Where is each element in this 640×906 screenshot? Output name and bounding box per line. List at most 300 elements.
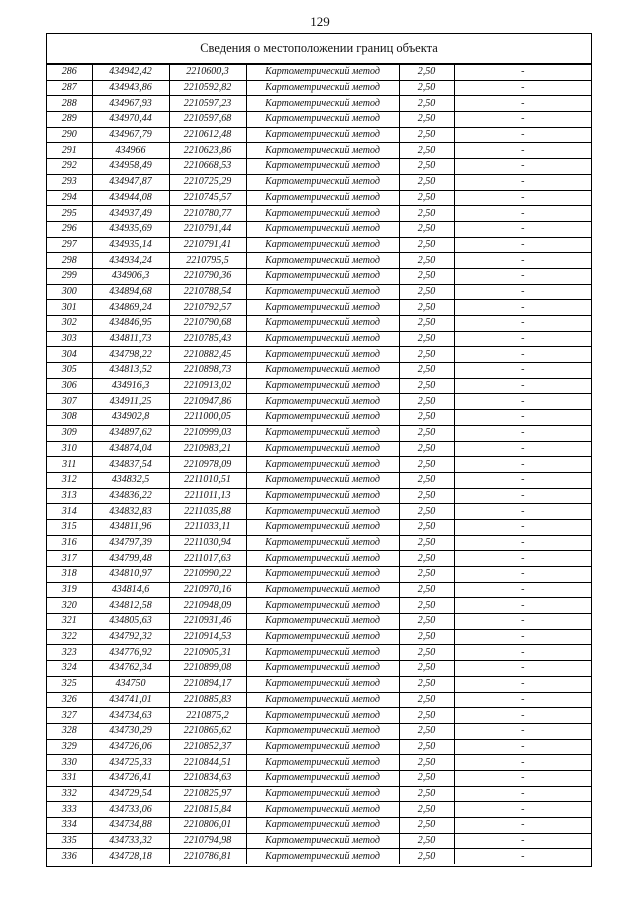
x-coordinate-cell: 434799,48 [92, 551, 169, 567]
y-coordinate-cell: 2210791,44 [169, 221, 246, 237]
accuracy-cell: 2,50 [399, 174, 454, 190]
y-coordinate-cell: 2210623,86 [169, 143, 246, 159]
point-number-cell: 327 [47, 708, 92, 724]
accuracy-cell: 2,50 [399, 268, 454, 284]
accuracy-cell: 2,50 [399, 425, 454, 441]
method-cell: Картометрический метод [246, 755, 399, 771]
accuracy-cell: 2,50 [399, 347, 454, 363]
accuracy-cell: 2,50 [399, 96, 454, 112]
table-row [47, 441, 591, 457]
table-row [47, 818, 591, 834]
y-coordinate-cell: 2210898,73 [169, 363, 246, 379]
x-coordinate-cell: 434837,54 [92, 457, 169, 473]
point-number-cell: 287 [47, 80, 92, 96]
method-cell: Картометрический метод [246, 174, 399, 190]
description-cell: - [454, 159, 591, 175]
description-cell: - [454, 112, 591, 128]
x-coordinate-cell: 434726,06 [92, 739, 169, 755]
table-row [47, 629, 591, 645]
table-row [47, 551, 591, 567]
accuracy-cell: 2,50 [399, 112, 454, 128]
description-cell: - [454, 472, 591, 488]
description-cell: - [454, 551, 591, 567]
accuracy-cell: 2,50 [399, 692, 454, 708]
description-cell: - [454, 676, 591, 692]
y-coordinate-cell: 2210913,02 [169, 378, 246, 394]
table-row [47, 284, 591, 300]
description-cell: - [454, 582, 591, 598]
point-number-cell: 335 [47, 833, 92, 849]
x-coordinate-cell: 434750 [92, 676, 169, 692]
y-coordinate-cell: 2210668,53 [169, 159, 246, 175]
point-number-cell: 307 [47, 394, 92, 410]
description-cell: - [454, 567, 591, 583]
table-row [47, 802, 591, 818]
method-cell: Картометрический метод [246, 802, 399, 818]
method-cell: Картометрический метод [246, 316, 399, 332]
y-coordinate-cell: 2210970,16 [169, 582, 246, 598]
y-coordinate-cell: 2210978,09 [169, 457, 246, 473]
description-cell: - [454, 441, 591, 457]
accuracy-cell: 2,50 [399, 143, 454, 159]
method-cell: Картометрический метод [246, 818, 399, 834]
table-body [47, 65, 591, 865]
method-cell: Картометрический метод [246, 535, 399, 551]
accuracy-cell: 2,50 [399, 598, 454, 614]
point-number-cell: 320 [47, 598, 92, 614]
table-row [47, 363, 591, 379]
point-number-cell: 321 [47, 614, 92, 630]
x-coordinate-cell: 434810,97 [92, 567, 169, 583]
description-cell: - [454, 488, 591, 504]
method-cell: Картометрический метод [246, 206, 399, 222]
method-cell: Картометрический метод [246, 661, 399, 677]
method-cell: Картометрический метод [246, 253, 399, 269]
y-coordinate-cell: 2210780,77 [169, 206, 246, 222]
y-coordinate-cell: 2210795,5 [169, 253, 246, 269]
accuracy-cell: 2,50 [399, 472, 454, 488]
accuracy-cell: 2,50 [399, 802, 454, 818]
accuracy-cell: 2,50 [399, 818, 454, 834]
accuracy-cell: 2,50 [399, 80, 454, 96]
accuracy-cell: 2,50 [399, 661, 454, 677]
accuracy-cell: 2,50 [399, 457, 454, 473]
y-coordinate-cell: 2210794,98 [169, 833, 246, 849]
point-number-cell: 302 [47, 316, 92, 332]
description-cell: - [454, 504, 591, 520]
method-cell: Картометрический метод [246, 378, 399, 394]
x-coordinate-cell: 434944,08 [92, 190, 169, 206]
description-cell: - [454, 770, 591, 786]
table-row [47, 833, 591, 849]
accuracy-cell: 2,50 [399, 567, 454, 583]
accuracy-cell: 2,50 [399, 316, 454, 332]
method-cell: Картометрический метод [246, 394, 399, 410]
method-cell: Картометрический метод [246, 723, 399, 739]
method-cell: Картометрический метод [246, 410, 399, 426]
accuracy-cell: 2,50 [399, 394, 454, 410]
method-cell: Картометрический метод [246, 582, 399, 598]
point-number-cell: 323 [47, 645, 92, 661]
description-cell: - [454, 206, 591, 222]
description-cell: - [454, 143, 591, 159]
accuracy-cell: 2,50 [399, 331, 454, 347]
y-coordinate-cell: 2211010,51 [169, 472, 246, 488]
description-cell: - [454, 190, 591, 206]
point-number-cell: 317 [47, 551, 92, 567]
point-number-cell: 329 [47, 739, 92, 755]
accuracy-cell: 2,50 [399, 739, 454, 755]
x-coordinate-cell: 434935,14 [92, 237, 169, 253]
x-coordinate-cell: 434776,92 [92, 645, 169, 661]
method-cell: Картометрический метод [246, 645, 399, 661]
table-row [47, 755, 591, 771]
accuracy-cell: 2,50 [399, 519, 454, 535]
x-coordinate-cell: 434797,39 [92, 535, 169, 551]
table-row [47, 567, 591, 583]
x-coordinate-cell: 434725,33 [92, 755, 169, 771]
y-coordinate-cell: 2210825,97 [169, 786, 246, 802]
y-coordinate-cell: 2210852,37 [169, 739, 246, 755]
point-number-cell: 298 [47, 253, 92, 269]
table-row [47, 80, 591, 96]
x-coordinate-cell: 434832,83 [92, 504, 169, 520]
x-coordinate-cell: 434836,22 [92, 488, 169, 504]
description-cell: - [454, 849, 591, 864]
point-number-cell: 309 [47, 425, 92, 441]
y-coordinate-cell: 2210790,36 [169, 268, 246, 284]
point-number-cell: 314 [47, 504, 92, 520]
accuracy-cell: 2,50 [399, 629, 454, 645]
method-cell: Картометрический метод [246, 127, 399, 143]
description-cell: - [454, 96, 591, 112]
point-number-cell: 301 [47, 300, 92, 316]
y-coordinate-cell: 2210885,83 [169, 692, 246, 708]
x-coordinate-cell: 434874,04 [92, 441, 169, 457]
table-row [47, 849, 591, 864]
accuracy-cell: 2,50 [399, 645, 454, 661]
method-cell: Картометрический метод [246, 221, 399, 237]
y-coordinate-cell: 2211030,94 [169, 535, 246, 551]
accuracy-cell: 2,50 [399, 786, 454, 802]
x-coordinate-cell: 434813,52 [92, 363, 169, 379]
accuracy-cell: 2,50 [399, 221, 454, 237]
description-cell: - [454, 786, 591, 802]
x-coordinate-cell: 434934,24 [92, 253, 169, 269]
y-coordinate-cell: 2210790,68 [169, 316, 246, 332]
accuracy-cell: 2,50 [399, 190, 454, 206]
x-coordinate-cell: 434762,34 [92, 661, 169, 677]
accuracy-cell: 2,50 [399, 441, 454, 457]
table-row [47, 112, 591, 128]
table-row [47, 770, 591, 786]
point-number-cell: 293 [47, 174, 92, 190]
x-coordinate-cell: 434916,3 [92, 378, 169, 394]
accuracy-cell: 2,50 [399, 284, 454, 300]
y-coordinate-cell: 2211011,13 [169, 488, 246, 504]
accuracy-cell: 2,50 [399, 504, 454, 520]
table-row [47, 786, 591, 802]
description-cell: - [454, 268, 591, 284]
table-row [47, 347, 591, 363]
x-coordinate-cell: 434846,95 [92, 316, 169, 332]
method-cell: Картометрический метод [246, 441, 399, 457]
table-row [47, 159, 591, 175]
y-coordinate-cell: 2211000,05 [169, 410, 246, 426]
description-cell: - [454, 347, 591, 363]
accuracy-cell: 2,50 [399, 723, 454, 739]
table-row [47, 535, 591, 551]
table-row [47, 614, 591, 630]
y-coordinate-cell: 2210792,57 [169, 300, 246, 316]
method-cell: Картометрический метод [246, 363, 399, 379]
description-cell: - [454, 708, 591, 724]
table-row [47, 692, 591, 708]
y-coordinate-cell: 2210914,53 [169, 629, 246, 645]
description-cell: - [454, 833, 591, 849]
method-cell: Картометрический метод [246, 739, 399, 755]
point-number-cell: 300 [47, 284, 92, 300]
table-row [47, 410, 591, 426]
x-coordinate-cell: 434734,63 [92, 708, 169, 724]
table-row [47, 206, 591, 222]
accuracy-cell: 2,50 [399, 833, 454, 849]
accuracy-cell: 2,50 [399, 127, 454, 143]
y-coordinate-cell: 2210592,82 [169, 80, 246, 96]
description-cell: - [454, 802, 591, 818]
description-cell: - [454, 645, 591, 661]
method-cell: Картометрический метод [246, 488, 399, 504]
table-row [47, 316, 591, 332]
table-row [47, 519, 591, 535]
point-number-cell: 305 [47, 363, 92, 379]
x-coordinate-cell: 434812,58 [92, 598, 169, 614]
method-cell: Картометрический метод [246, 833, 399, 849]
x-coordinate-cell: 434726,41 [92, 770, 169, 786]
y-coordinate-cell: 2210612,48 [169, 127, 246, 143]
accuracy-cell: 2,50 [399, 363, 454, 379]
method-cell: Картометрический метод [246, 614, 399, 630]
accuracy-cell: 2,50 [399, 206, 454, 222]
method-cell: Картометрический метод [246, 504, 399, 520]
x-coordinate-cell: 434733,06 [92, 802, 169, 818]
y-coordinate-cell: 2210745,57 [169, 190, 246, 206]
description-cell: - [454, 692, 591, 708]
method-cell: Картометрический метод [246, 300, 399, 316]
table-row [47, 661, 591, 677]
y-coordinate-cell: 2210834,63 [169, 770, 246, 786]
method-cell: Картометрический метод [246, 567, 399, 583]
description-cell: - [454, 80, 591, 96]
point-number-cell: 292 [47, 159, 92, 175]
x-coordinate-cell: 434902,8 [92, 410, 169, 426]
point-number-cell: 326 [47, 692, 92, 708]
y-coordinate-cell: 2210948,09 [169, 598, 246, 614]
method-cell: Картометрический метод [246, 425, 399, 441]
x-coordinate-cell: 434729,54 [92, 786, 169, 802]
method-cell: Картометрический метод [246, 65, 399, 81]
point-number-cell: 336 [47, 849, 92, 864]
y-coordinate-cell: 2210894,17 [169, 676, 246, 692]
method-cell: Картометрический метод [246, 708, 399, 724]
method-cell: Картометрический метод [246, 770, 399, 786]
description-cell: - [454, 598, 591, 614]
y-coordinate-cell: 2210597,23 [169, 96, 246, 112]
y-coordinate-cell: 2210865,62 [169, 723, 246, 739]
method-cell: Картометрический метод [246, 786, 399, 802]
x-coordinate-cell: 434798,22 [92, 347, 169, 363]
table-row [47, 127, 591, 143]
method-cell: Картометрический метод [246, 472, 399, 488]
y-coordinate-cell: 2210788,54 [169, 284, 246, 300]
table-row [47, 237, 591, 253]
description-cell: - [454, 629, 591, 645]
point-number-cell: 311 [47, 457, 92, 473]
x-coordinate-cell: 434947,87 [92, 174, 169, 190]
table-row [47, 425, 591, 441]
accuracy-cell: 2,50 [399, 237, 454, 253]
description-cell: - [454, 425, 591, 441]
accuracy-cell: 2,50 [399, 65, 454, 81]
table-row [47, 174, 591, 190]
method-cell: Картометрический метод [246, 268, 399, 284]
table-row [47, 472, 591, 488]
x-coordinate-cell: 434814,6 [92, 582, 169, 598]
accuracy-cell: 2,50 [399, 708, 454, 724]
x-coordinate-cell: 434942,42 [92, 65, 169, 81]
y-coordinate-cell: 2210947,86 [169, 394, 246, 410]
y-coordinate-cell: 2210999,03 [169, 425, 246, 441]
x-coordinate-cell: 434811,96 [92, 519, 169, 535]
y-coordinate-cell: 2210785,43 [169, 331, 246, 347]
description-cell: - [454, 661, 591, 677]
x-coordinate-cell: 434967,79 [92, 127, 169, 143]
description-cell: - [454, 739, 591, 755]
point-number-cell: 288 [47, 96, 92, 112]
description-cell: - [454, 316, 591, 332]
description-cell: - [454, 331, 591, 347]
accuracy-cell: 2,50 [399, 849, 454, 864]
description-cell: - [454, 535, 591, 551]
table-row [47, 394, 591, 410]
table-row [47, 253, 591, 269]
y-coordinate-cell: 2210806,01 [169, 818, 246, 834]
point-number-cell: 319 [47, 582, 92, 598]
x-coordinate-cell: 434906,3 [92, 268, 169, 284]
method-cell: Картометрический метод [246, 347, 399, 363]
x-coordinate-cell: 434805,63 [92, 614, 169, 630]
point-number-cell: 318 [47, 567, 92, 583]
x-coordinate-cell: 434832,5 [92, 472, 169, 488]
point-number-cell: 332 [47, 786, 92, 802]
point-number-cell: 297 [47, 237, 92, 253]
point-number-cell: 296 [47, 221, 92, 237]
y-coordinate-cell: 2211017,63 [169, 551, 246, 567]
accuracy-cell: 2,50 [399, 410, 454, 426]
point-number-cell: 316 [47, 535, 92, 551]
y-coordinate-cell: 2210990,22 [169, 567, 246, 583]
point-number-cell: 294 [47, 190, 92, 206]
table-row [47, 96, 591, 112]
accuracy-cell: 2,50 [399, 614, 454, 630]
description-cell: - [454, 394, 591, 410]
point-number-cell: 315 [47, 519, 92, 535]
y-coordinate-cell: 2210844,51 [169, 755, 246, 771]
point-number-cell: 308 [47, 410, 92, 426]
method-cell: Картометрический метод [246, 112, 399, 128]
description-cell: - [454, 300, 591, 316]
point-number-cell: 325 [47, 676, 92, 692]
table-row [47, 190, 591, 206]
y-coordinate-cell: 2210791,41 [169, 237, 246, 253]
table-row [47, 221, 591, 237]
description-cell: - [454, 363, 591, 379]
method-cell: Картометрический метод [246, 284, 399, 300]
table-row [47, 300, 591, 316]
document-table-frame [46, 33, 592, 867]
y-coordinate-cell: 2210931,46 [169, 614, 246, 630]
y-coordinate-cell: 2210905,31 [169, 645, 246, 661]
description-cell: - [454, 818, 591, 834]
table-row [47, 676, 591, 692]
description-cell: - [454, 519, 591, 535]
point-number-cell: 331 [47, 770, 92, 786]
description-cell: - [454, 65, 591, 81]
accuracy-cell: 2,50 [399, 755, 454, 771]
x-coordinate-cell: 434730,29 [92, 723, 169, 739]
table-row [47, 504, 591, 520]
table-row [47, 331, 591, 347]
y-coordinate-cell: 2210983,21 [169, 441, 246, 457]
description-cell: - [454, 237, 591, 253]
boundary-table [47, 64, 591, 864]
method-cell: Картометрический метод [246, 551, 399, 567]
accuracy-cell: 2,50 [399, 253, 454, 269]
accuracy-cell: 2,50 [399, 770, 454, 786]
table-row [47, 268, 591, 284]
description-cell: - [454, 221, 591, 237]
table-title: Сведения о местоположении границ объекта [47, 34, 591, 64]
table-row [47, 65, 591, 81]
method-cell: Картометрический метод [246, 519, 399, 535]
accuracy-cell: 2,50 [399, 378, 454, 394]
table-row [47, 645, 591, 661]
description-cell: - [454, 755, 591, 771]
point-number-cell: 306 [47, 378, 92, 394]
method-cell: Картометрический метод [246, 159, 399, 175]
method-cell: Картометрический метод [246, 676, 399, 692]
y-coordinate-cell: 2210725,29 [169, 174, 246, 190]
table-row [47, 598, 591, 614]
accuracy-cell: 2,50 [399, 676, 454, 692]
table-row [47, 457, 591, 473]
y-coordinate-cell: 2211035,88 [169, 504, 246, 520]
method-cell: Картометрический метод [246, 849, 399, 864]
table-row [47, 723, 591, 739]
x-coordinate-cell: 434734,88 [92, 818, 169, 834]
method-cell: Картометрический метод [246, 457, 399, 473]
accuracy-cell: 2,50 [399, 535, 454, 551]
point-number-cell: 313 [47, 488, 92, 504]
description-cell: - [454, 457, 591, 473]
x-coordinate-cell: 434728,18 [92, 849, 169, 864]
point-number-cell: 312 [47, 472, 92, 488]
x-coordinate-cell: 434897,62 [92, 425, 169, 441]
accuracy-cell: 2,50 [399, 582, 454, 598]
method-cell: Картометрический метод [246, 143, 399, 159]
point-number-cell: 290 [47, 127, 92, 143]
point-number-cell: 322 [47, 629, 92, 645]
